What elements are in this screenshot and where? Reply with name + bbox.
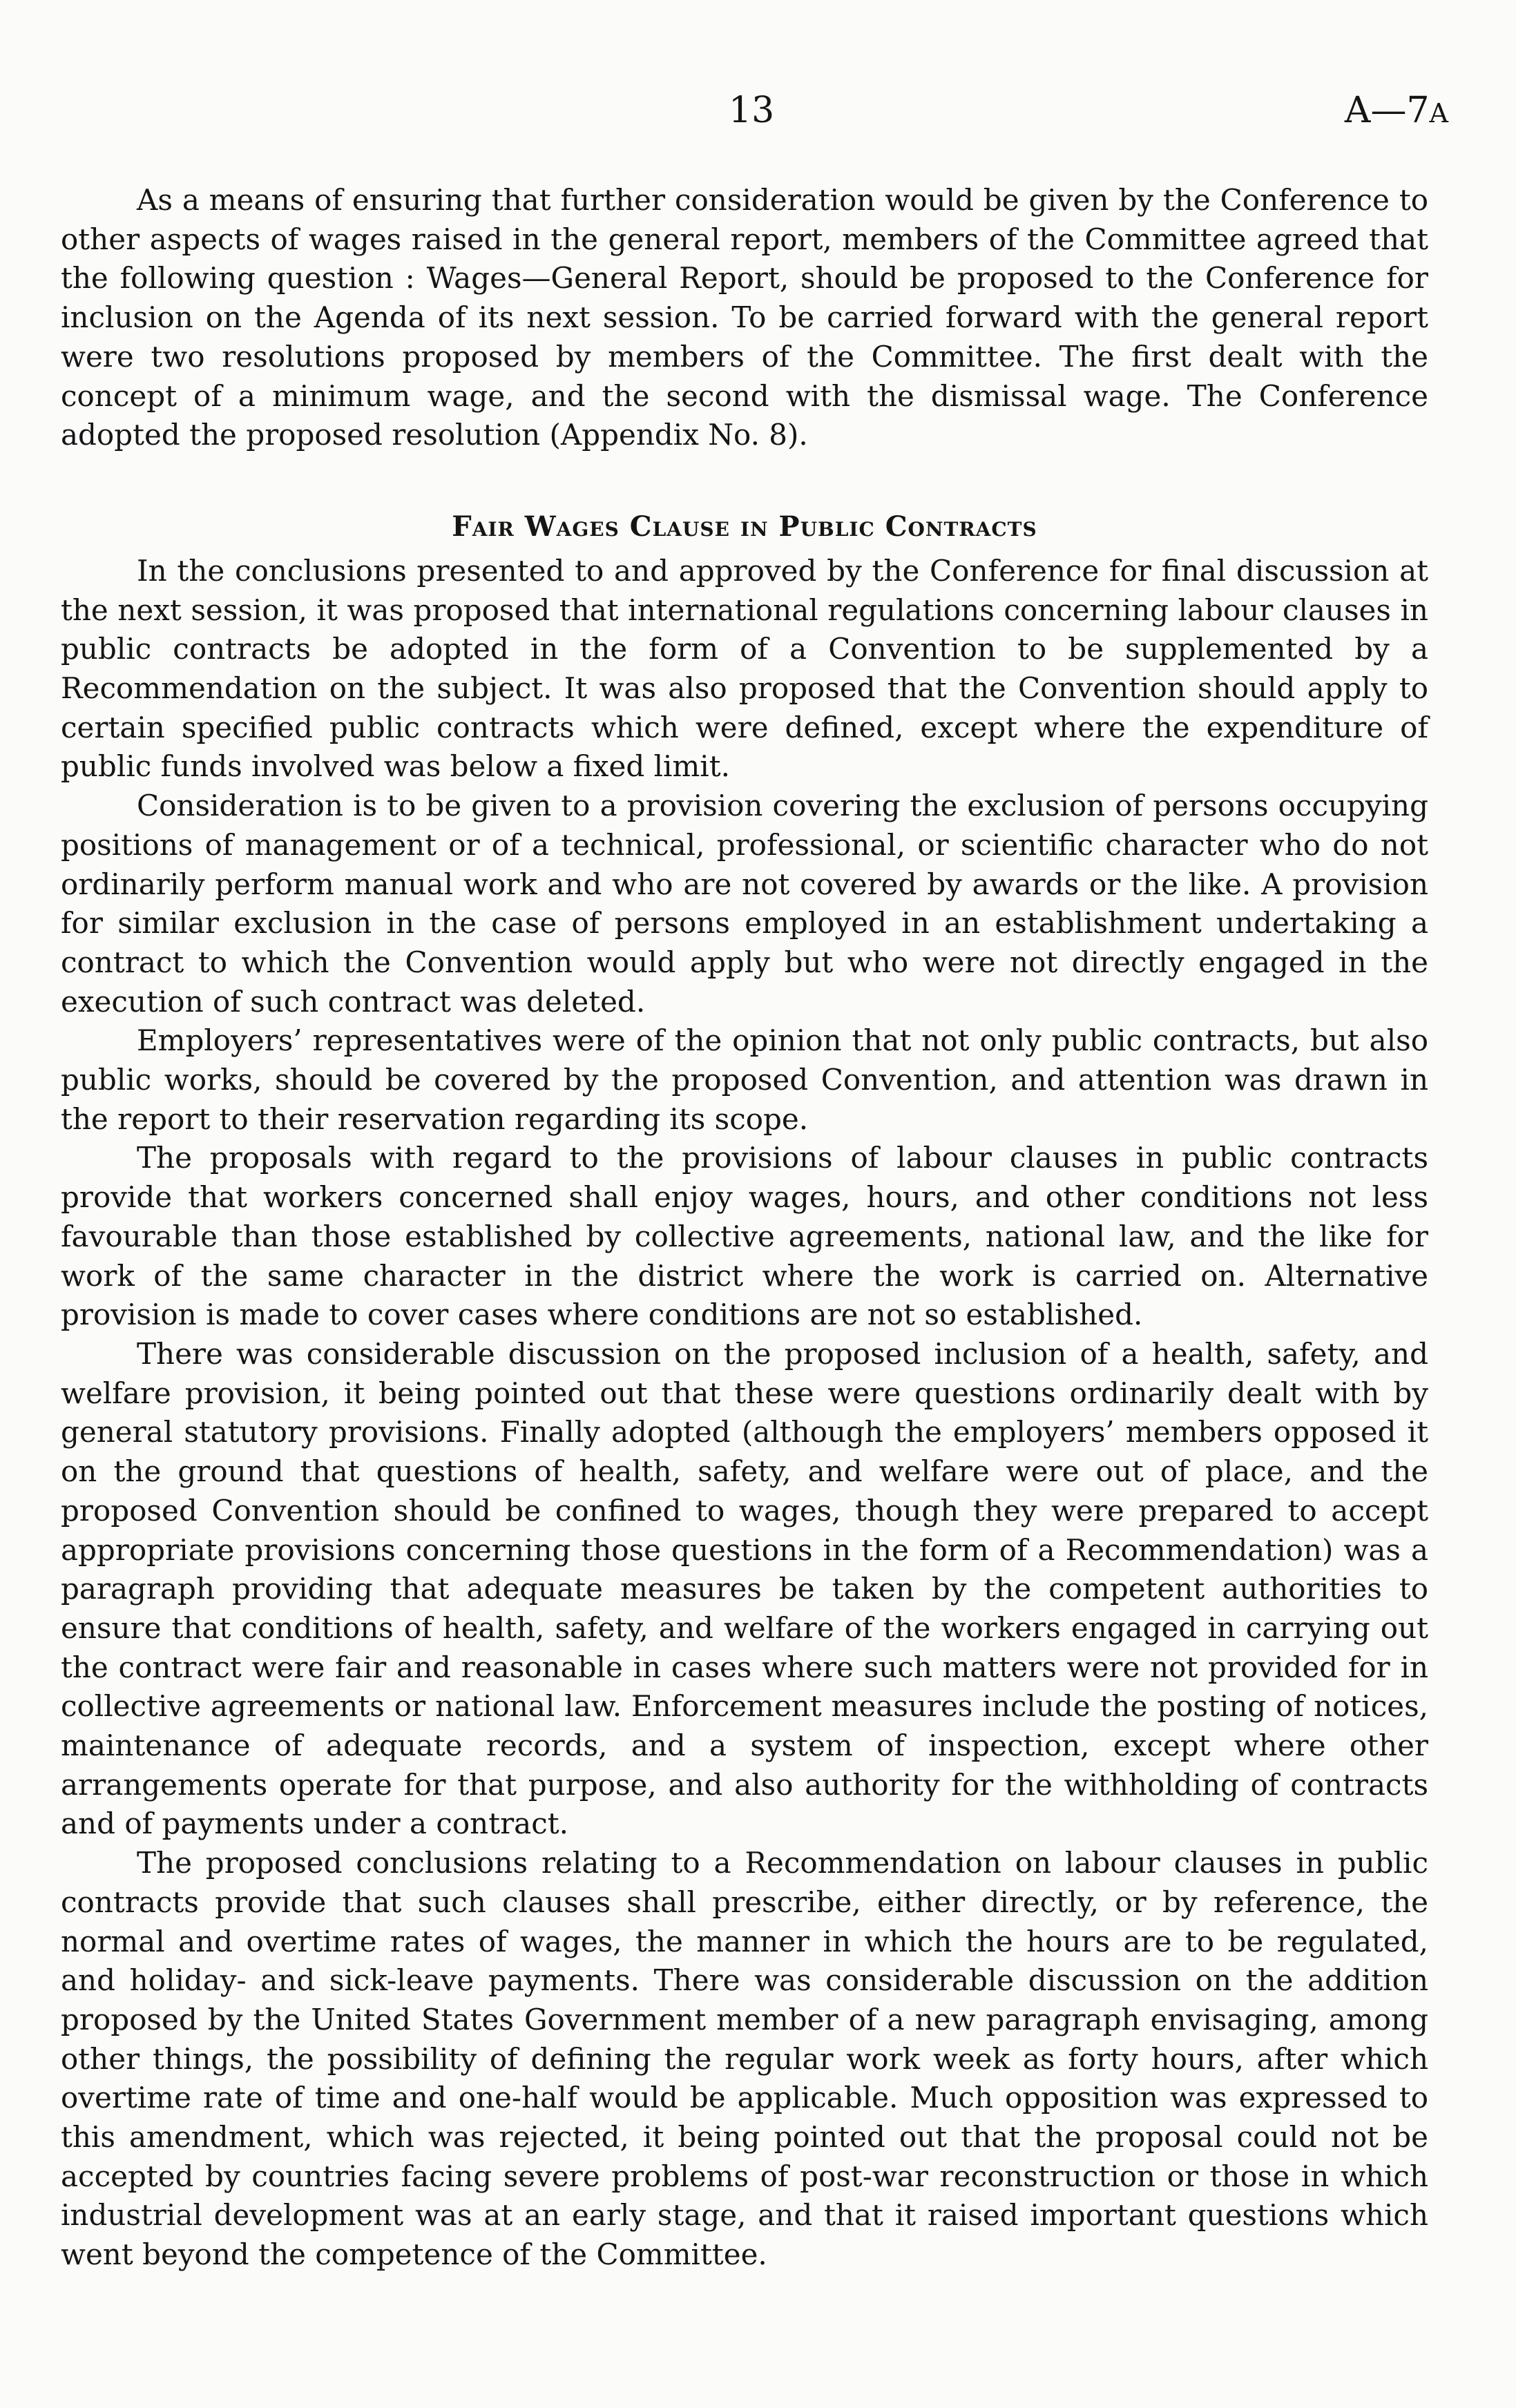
paragraph-health-safety-welfare: There was considerable discussion on the proposed inclusion of a health, safety, and welfare provision, it being pointed out that these were questions ordinarily dealt with by general statutory provisions. Finally adopted (although the employers’ members opposed it on the ground that questions of health, safety, and welfare were out of place, and the proposed Convention should be confined to wages, though they were prepared to accept appropriate provisions concerning those questions in the form of a Recommendation) was a paragraph providing that adequate measures be taken by the competent authorities to ensure that conditions of health, safety, and welfare of the workers engaged in carrying out the contract were fair and reasonable in cases where such matters were not provided for in collective agreements or national law. Enforcement measures include the posting of notices, maintenance of adequate records, and a system of inspection, except where other arrangements operate for that purpose, and also authority for the withholding of contracts and of payments under a contract. [61,1336,1428,1841]
page-number: 13 [729,90,775,131]
paragraph-wages-agenda: As a means of ensuring that further consideration would be given by the Conference to other aspects of wages raised in the general report, members of the Committee agreed that the following question : Wages—General Report, should be proposed to the Conference for inclusion on the Agenda of its next session. To be carried forward with the general report were two resolutions proposed by members of the Committee. The first dealt with the concept of a minimum wage, and the second with the dismissal wage. The Conference adopted the proposed resolution (Appendix No. 8). [61,183,1428,452]
section-heading-fair-wages-clause: Fair Wages Clause in Public Contracts [452,510,1037,543]
page-header [0,83,1516,138]
paragraph-conclusions: In the conclusions presented to and approved by the Conference for final discussion at the next session, it was proposed that international regulations concerning labour clauses in public contracts be adopted in the form of a Convention to be supplemented by a Recommendation on the subject. It was also proposed that the Convention should apply to certain specified public contracts which were defined, except where the expenditure of public funds involved was below a fixed limit. [61,553,1428,784]
paragraph-exclusion: Consideration is to be given to a provision covering the exclusion of persons occupying positions of management or of a technical, professional, or scientific character who do not ordinarily perform manual work and who are not covered by awards or the like. A provision for similar exclusion in the case of persons employed in an establishment undertaking a contract to which the Convention would apply but who were not directly engaged in the execution of such contract was deleted. [61,789,1428,1019]
paragraph-recommendation: The proposed conclusions relating to a Recommendation on labour clauses in public contracts provide that such clauses shall prescribe, either directly, or by reference, the normal and overtime rates of wages, the manner in which the hours are to be regulated, and holiday- and sick-leave payments. There was considerable discussion on the addition proposed by the United States Government member of a new paragraph envisaging, among other things, the possibility of defining the regular work week as forty hours, after which overtime rate of time and one-half would be applicable. Much opposition was expressed to this amendment, which was rejected, it being pointed out that the proposal could not be accepted by countries facing severe problems of post-war reconstruction or those in which industrial development was at an early stage, and that it raised important questions which went beyond the competence of the Committee. [61,1846,1428,2272]
paragraph-employers-opinion: Employers’ representatives were of the opinion that not only public contracts, but also public works, should be covered by the proposed Convention, and attention was drawn in the report to their reservation regarding its scope. [61,1023,1428,1136]
document-reference-suffix: A [1429,98,1448,128]
document-reference-prefix: A—7 [1344,90,1430,131]
paragraph-labour-clauses: The proposals with regard to the provisions of labour clauses in public contracts provide that workers concerned shall enjoy wages, hours, and other conditions not less favourable than those established by collective agreements, national law, and the like for work of the same character in the district where the work is carried on. Alternative provision is made to cover cases where conditions are not so established. [61,1141,1428,1332]
body-text [61,181,1428,2275]
document-reference [1345,83,1448,141]
